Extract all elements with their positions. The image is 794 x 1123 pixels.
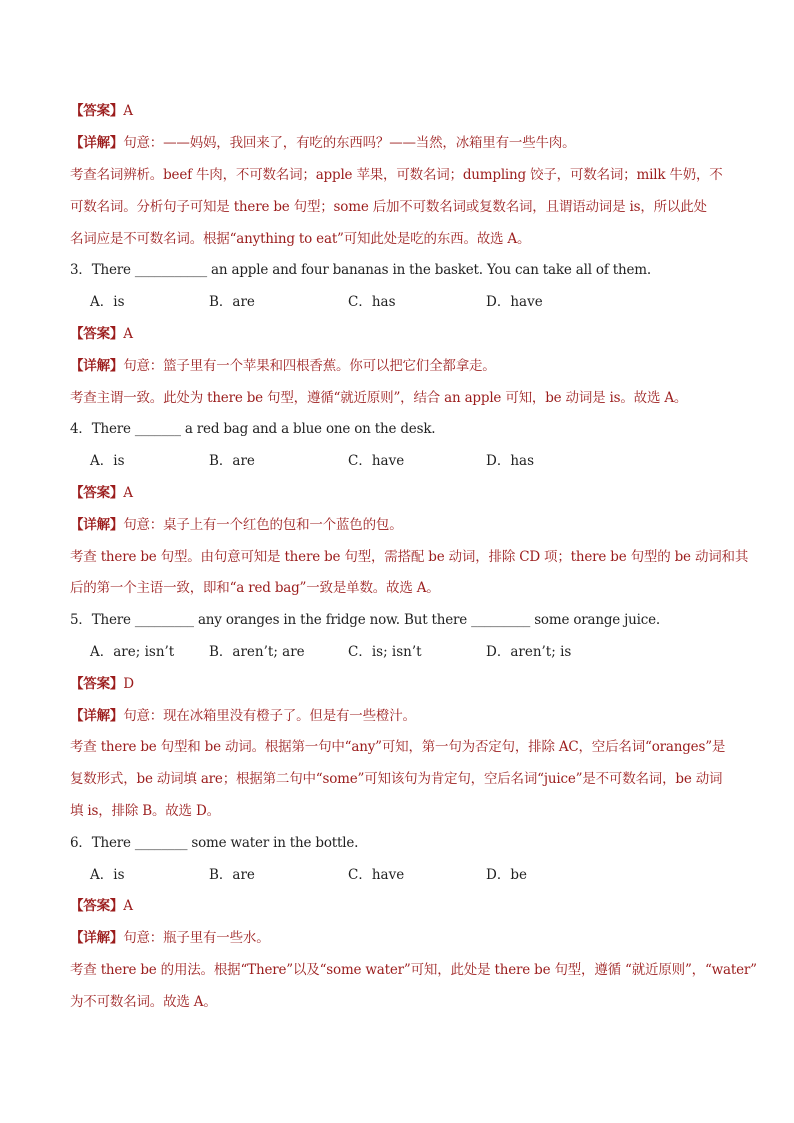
- explanation-line: 考查名词辨析。beef 牛肉，不可数名词；apple 苹果，可数名词；dumpling 饺子，可数名词；milk 牛奶，不: [70, 167, 723, 183]
- detail-line: [70, 356, 730, 376]
- question-6-option-b: B．are: [209, 867, 255, 883]
- answer-tag: 【答案】: [70, 898, 124, 914]
- answer-line: [70, 896, 730, 916]
- detail-tag: 【详解】: [70, 358, 124, 374]
- answer-value: D: [123, 676, 134, 692]
- answer-tag: 【答案】: [70, 676, 124, 692]
- explanation-line: 考查 there be 的用法。根据“There”以及“some water”可知，此处是 there be 句型，遵循 “就近原则”，“water”: [70, 962, 757, 978]
- question-5-option-a: A．are; isn’t: [90, 644, 175, 660]
- detail-tag: 【详解】: [70, 135, 124, 151]
- answer-line: [70, 674, 730, 694]
- explanation-line: 考查 there be 句型和 be 动词。根据第一句中“any”可知，第一句为否定句，排除 AC，空后名词“oranges”是: [70, 739, 726, 755]
- answer-value: A: [123, 485, 133, 501]
- detail-tag: 【详解】: [70, 517, 124, 533]
- question-6-option-a: A．is: [90, 867, 125, 883]
- detail-line: [70, 706, 730, 726]
- question-3-option-c: C．has: [348, 294, 396, 310]
- question-3: 3．There ___________ an apple and four bananas in the basket. You can take all of them.: [70, 262, 651, 278]
- question-6: 6．There ________ some water in the bottle.: [70, 835, 359, 851]
- answer-line: [70, 324, 730, 344]
- detail-text: 句意：——妈妈，我回来了，有吃的东西吗？——当然，冰箱里有一些牛肉。: [123, 135, 576, 151]
- detail-text: 句意：桌子上有一个红色的包和一个蓝色的包。: [123, 517, 403, 533]
- question-6-option-d: D．be: [486, 867, 527, 883]
- answer-value: A: [123, 103, 133, 119]
- question-3-option-b: B．are: [209, 294, 255, 310]
- detail-line: [70, 515, 730, 535]
- explanation-line: 后的第一个主语一致，即和“a red bag”一致是单数。故选 A。: [70, 580, 440, 596]
- answer-value: A: [123, 898, 133, 914]
- question-5: 5．There _________ any oranges in the fridge now. But there _________ some orange juice.: [70, 612, 661, 628]
- detail-line: [70, 928, 730, 948]
- explanation-line: 考查主谓一致。此处为 there be 句型，遵循“就近原则”，结合 an apple 可知，be 动词是 is。故选 A。: [70, 390, 688, 406]
- explanation-line: 考查 there be 句型。由句意可知是 there be 句型，需搭配 be 动词，排除 CD 项；there be 句型的 be 动词和其: [70, 549, 749, 565]
- question-6-option-c: C．have: [348, 867, 405, 883]
- question-4-option-c: C．have: [348, 453, 405, 469]
- question-5-option-c: C．is; isn’t: [348, 644, 422, 660]
- question-4-option-a: A．is: [90, 453, 125, 469]
- answer-line: [70, 483, 730, 503]
- explanation-line: 名词应是不可数名词。根据“anything to eat”可知此处是吃的东西。故选 A。: [70, 231, 531, 247]
- answer-tag: 【答案】: [70, 485, 124, 501]
- detail-text: 句意：篮子里有一个苹果和四根香蕉。你可以把它们全都拿走。: [123, 358, 496, 374]
- explanation-line: 填 is，排除 B。故选 D。: [70, 803, 220, 819]
- detail-tag: 【详解】: [70, 708, 124, 724]
- detail-text: 句意：瓶子里有一些水。: [123, 930, 270, 946]
- question-3-option-d: D．have: [486, 294, 543, 310]
- detail-line: [70, 133, 730, 153]
- question-3-option-a: A．is: [90, 294, 125, 310]
- answer-tag: 【答案】: [70, 103, 124, 119]
- answer-tag: 【答案】: [70, 326, 124, 342]
- answer-line: [70, 101, 730, 121]
- explanation-line: 可数名词。分析句子可知是 there be 句型；some 后加不可数名词或复数名词，且谓语动词是 is，所以此处: [70, 199, 707, 215]
- detail-text: 句意：现在冰箱里没有橙子了。但是有一些橙汁。: [123, 708, 416, 724]
- explanation-line: 复数形式，be 动词填 are；根据第二句中“some”可知该句为肯定句，空后名词“juice”是不可数名词，be 动词: [70, 771, 723, 787]
- detail-tag: 【详解】: [70, 930, 124, 946]
- question-5-option-d: D．aren’t; is: [486, 644, 572, 660]
- explanation-line: 为不可数名词。故选 A。: [70, 994, 217, 1010]
- answer-value: A: [123, 326, 133, 342]
- question-4-option-d: D．has: [486, 453, 534, 469]
- question-4: 4．There _______ a red bag and a blue one on the desk.: [70, 421, 436, 437]
- question-4-option-b: B．are: [209, 453, 255, 469]
- question-5-option-b: B．aren’t; are: [209, 644, 305, 660]
